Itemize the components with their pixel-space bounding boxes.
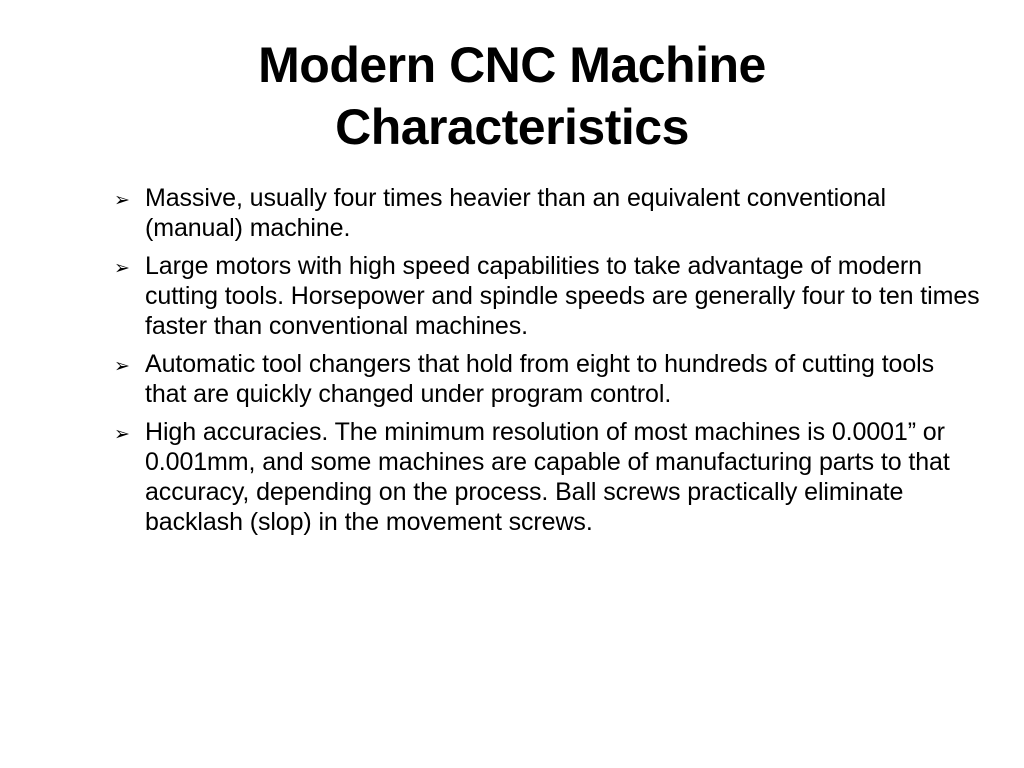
slide-title-line: Modern CNC Machine [258, 37, 766, 93]
bullet-item [110, 349, 980, 409]
bullet-item [110, 417, 980, 537]
slide-title-line: Characteristics [335, 99, 689, 155]
bullet-text: Massive, usually four times heavier than an equivalent conventional (manual) machine. [145, 184, 886, 242]
slide-title [80, 34, 944, 158]
bullet-text: Large motors with high speed capabilities to take advantage of modern cutting tools. Horsepower and spindle speeds are generally four to ten times faster than conventional machines. [145, 252, 980, 340]
arrowhead-bullet-icon: ➢ [114, 189, 130, 211]
bullet-list [110, 183, 980, 545]
arrowhead-bullet-icon: ➢ [114, 423, 130, 445]
bullet-item [110, 183, 980, 243]
arrowhead-bullet-icon: ➢ [114, 257, 130, 279]
bullet-text: High accuracies. The minimum resolution of most machines is 0.0001” or 0.001mm, and some machines are capable of manufacturing parts to that accuracy, depending on the process. Ball screws practically eliminate backlash (slop) in the movement screws. [145, 418, 950, 536]
bullet-item [110, 251, 980, 341]
arrowhead-bullet-icon: ➢ [114, 355, 130, 377]
bullet-text: Automatic tool changers that hold from eight to hundreds of cutting tools that are quickly changed under program control. [145, 350, 935, 408]
